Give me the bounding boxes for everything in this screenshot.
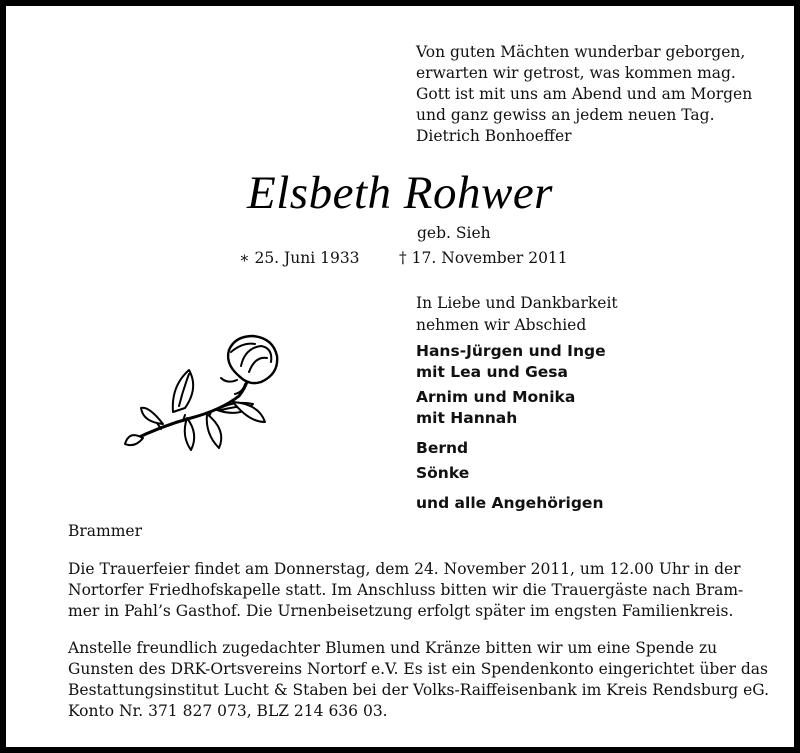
death-date: † 17. November 2011 xyxy=(399,249,568,267)
rose-icon xyxy=(121,326,301,466)
poem-line: erwarten wir getrost, was kommen mag. xyxy=(416,64,736,82)
maiden-name: geb. Sieh xyxy=(417,224,491,242)
mourners-list xyxy=(416,341,606,514)
service-paragraph xyxy=(68,559,748,622)
donation-line: Anstelle freundlich zugedachter Blumen und Kränze bitten wir um eine Spende zu xyxy=(68,639,718,657)
service-line: Nortorfer Friedhofskapelle statt. Im Anschluss bitten wir die Trauergäste nach Bram- xyxy=(68,581,744,599)
bonhoeffer-poem xyxy=(416,42,786,147)
mourner-line: mit Hannah xyxy=(416,409,518,427)
farewell-line: nehmen wir Abschied xyxy=(416,316,587,334)
mourner-line: Arnim und Monika xyxy=(416,388,576,406)
poem-line: Gott ist mit uns am Abend und am Morgen xyxy=(416,85,753,103)
poem-line: Von guten Mächten wunderbar geborgen, xyxy=(416,43,746,61)
mourner-line: Sönke xyxy=(416,464,470,482)
birth-date: ∗ 25. Juni 1933 xyxy=(239,249,360,267)
donation-line: Bestattungsinstitut Lucht & Staben bei der Volks-Raiffeisenbank im Kreis Rendsburg eG. xyxy=(68,681,770,699)
poem-author: Dietrich Bonhoeffer xyxy=(416,127,572,145)
place-name: Brammer xyxy=(68,522,143,540)
poem-line: und ganz gewiss an jedem neuen Tag. xyxy=(416,106,715,124)
service-line: mer in Pahl’s Gasthof. Die Urnenbeisetzung erfolgt später im engsten Familienkreis. xyxy=(68,602,734,620)
deceased-name: Elsbeth Rohwer xyxy=(247,167,553,219)
mourner-line: mit Lea und Gesa xyxy=(416,363,568,381)
mourner-line: und alle Angehörigen xyxy=(416,494,604,512)
farewell-text xyxy=(416,292,618,336)
donation-line: Gunsten des DRK-Ortsvereins Nortorf e.V. Es ist ein Spendenkonto eingerichtet über das xyxy=(68,660,768,678)
farewell-line: In Liebe und Dankbarkeit xyxy=(416,294,618,312)
mourner-line: Bernd xyxy=(416,439,469,457)
donation-paragraph xyxy=(68,638,770,722)
mourner-line: Hans-Jürgen und Inge xyxy=(416,342,606,360)
service-line: Die Trauerfeier findet am Donnerstag, dem 24. November 2011, um 12.00 Uhr in der xyxy=(68,560,741,578)
donation-line: Konto Nr. 371 827 073, BLZ 214 636 03. xyxy=(68,702,388,720)
